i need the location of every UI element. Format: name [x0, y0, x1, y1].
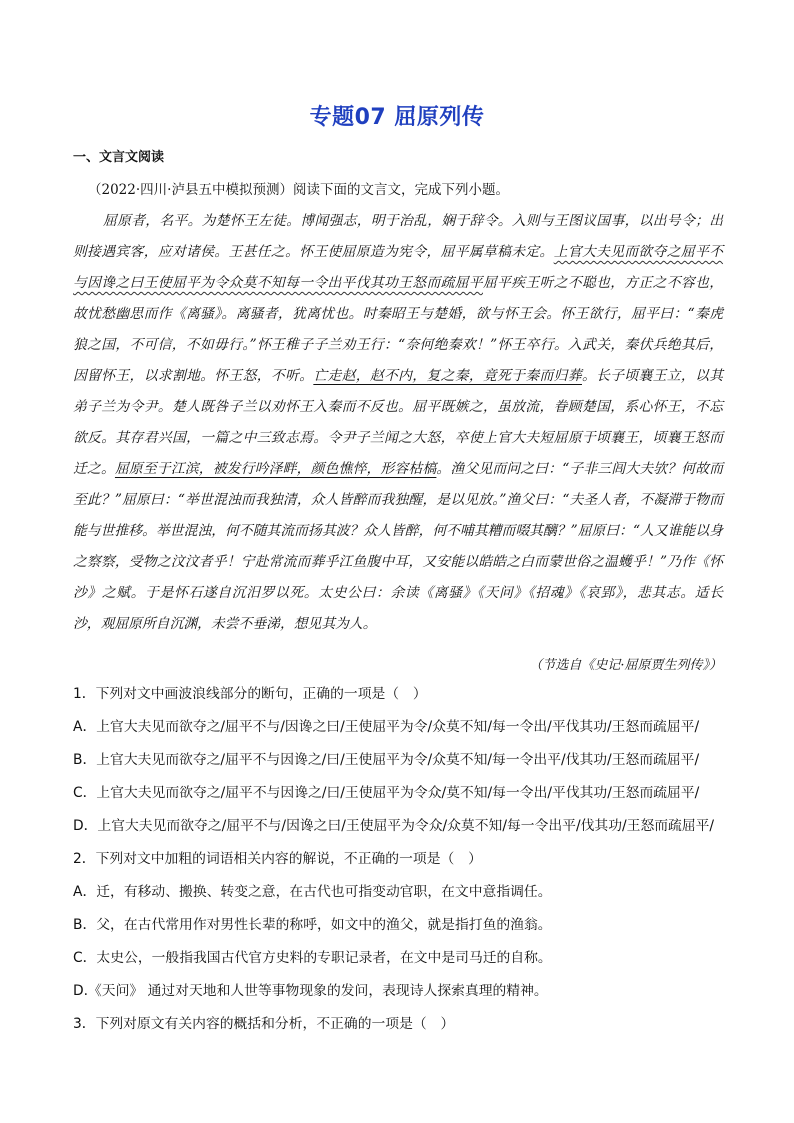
passage-line: 沙》之赋。于是怀石遂自沉汨罗以死。太史公曰：余读《离骚》《天问》《招魂》《哀郢》，悲其志。适长 — [73, 585, 723, 601]
wavy-underlined-text: 上官大夫见而欲夺之屈平不 — [553, 244, 724, 260]
underlined-text: 亡走赵，赵不内，复之秦，竟死于秦而归葬 — [313, 368, 582, 384]
passage-text: 屈平疾王听之不聪也，方正之不容也， — [483, 275, 724, 291]
question-1-option-a: A．上官大夫见而欲夺之/屈平不与/因谗之曰/王使屈平为令/众莫不知/每一令出/平伐其功/王怒而疏屈平/ — [73, 719, 700, 735]
passage-text: 则接遇宾客，应对诸侯。王甚任之。怀王使屈原造为宪令，屈平属草稿未定。 — [73, 244, 554, 260]
classical-passage — [73, 206, 723, 640]
question-2-option-b: B．父，在古代常用作对男性长辈的称呼，如文中的渔父，就是指打鱼的渔翁。 — [73, 917, 552, 933]
question-1-option-b: B．上官大夫见而欲夺之/屈平不与因谗之/曰/王使屈平为令/众莫不知/每一令出平/伐其功/王怒而疏屈平/ — [73, 752, 700, 768]
passage-line: 弟子兰为令尹。楚人既咎子兰以劝怀王入秦而不反也。屈平既嫉之，虽放流，眷顾楚国，系心怀王，不忘 — [73, 399, 723, 415]
passage-line — [73, 454, 723, 485]
question-1-option-d: D．上官大夫见而欲夺之/屈平不与/因谗之曰/王使屈平为令众/众莫不知/每一令出平/伐其功/王怒而疏屈平/ — [73, 818, 715, 834]
passage-line — [73, 361, 723, 392]
question-2-option-a: A．迁，有移动、搬换、转变之意，在古代也可指变动官职，在文中意指调任。 — [73, 884, 552, 900]
passage-text: 。长子顷襄王立，以其 — [581, 368, 724, 384]
passage-line: 欲反。其存君兴国，一篇之中三致志焉。令尹子兰闻之大怒，卒使上官大夫短屈原于顷襄王，顷襄王怒而 — [73, 430, 723, 446]
question-2-option-c: C．太史公，一般指我国古代官方史料的专职记录者，在文中是司马迁的自称。 — [73, 950, 552, 966]
passage-text: 因留怀王，以求割地。怀王怒，不听。 — [73, 368, 314, 384]
passage-text: 迁之。 — [73, 461, 115, 477]
passage-line: 至此？”屈原曰：“举世混浊而我独清，众人皆醉而我独醒，是以见放。”渔父曰：“夫圣人者，不凝滞于物而 — [73, 492, 723, 508]
question-2-stem: 2．下列对文中加粗的词语相关内容的解说，不正确的一项是（ ） — [73, 851, 482, 867]
passage-line: 能与世推移。举世混浊，何不随其流而扬其波？众人皆醉，何不哺其糟而啜其醨？”屈原曰：“人又谁能以身 — [73, 523, 723, 539]
passage-line: 沙，观屈原所自沉渊，未尝不垂涕，想见其为人。 — [73, 616, 377, 632]
question-2-option-d: D.《天问》 通过对天地和人世等事物现象的发问，表现诗人探索真理的精神。 — [73, 983, 548, 999]
passage-line — [73, 268, 723, 299]
passage-line: 之察察，受物之汶汶者乎！宁赴常流而葬乎江鱼腹中耳，又安能以皓皓之白而蒙世俗之温蠖乎！”乃作《怀 — [73, 554, 723, 570]
page-title: 专题07 屈原列传 — [309, 105, 485, 130]
passage-line: 故忧愁幽思而作《离骚》。离骚者，犹离忧也。时秦昭王与楚婚，欲与怀王会。怀王欲行，屈平曰：“秦虎 — [73, 306, 723, 322]
passage-line — [73, 237, 723, 268]
passage-text: 。渔父见而问之曰：“子非三闾大夫欤？何故而 — [436, 461, 723, 477]
question-3-stem: 3．下列对原文有关内容的概括和分析，不正确的一项是（ ） — [73, 1016, 455, 1032]
question-1-option-c: C．上官大夫见而欲夺之/屈平不与因谗之/曰/王使屈平为令众/莫不知/每一令出/平伐其功/王怒而疏屈平/ — [73, 785, 700, 801]
underlined-text: 屈原至于江滨，被发行吟泽畔，颜色憔悴，形容枯槁 — [114, 461, 437, 477]
source-citation: （节选自《史记·屈原贾生列传》） — [529, 658, 722, 673]
question-1-stem: 1．下列对文中画波浪线部分的断句，正确的一项是（ ） — [73, 686, 427, 702]
section-heading: 一、文言文阅读 — [73, 150, 165, 165]
passage-line: 屈原者，名平。为楚怀王左徒。博闻强志，明于治乱，娴于辞令。入则与王图议国事，以出号令；出 — [103, 213, 723, 229]
wavy-underlined-text: 与因谗之曰王使屈平为令众莫不知每一令出平伐其功王怒而疏屈平 — [73, 275, 483, 291]
passage-line: 狼之国，不可信，不如毋行。”怀王稚子子兰劝王行：“奈何绝秦欢！”怀王卒行。入武关，秦伏兵绝其后， — [73, 337, 723, 353]
questions — [73, 678, 733, 1041]
question-intro: （2022·四川·泸县五中模拟预测）阅读下面的文言文，完成下列小题。 — [88, 182, 509, 198]
